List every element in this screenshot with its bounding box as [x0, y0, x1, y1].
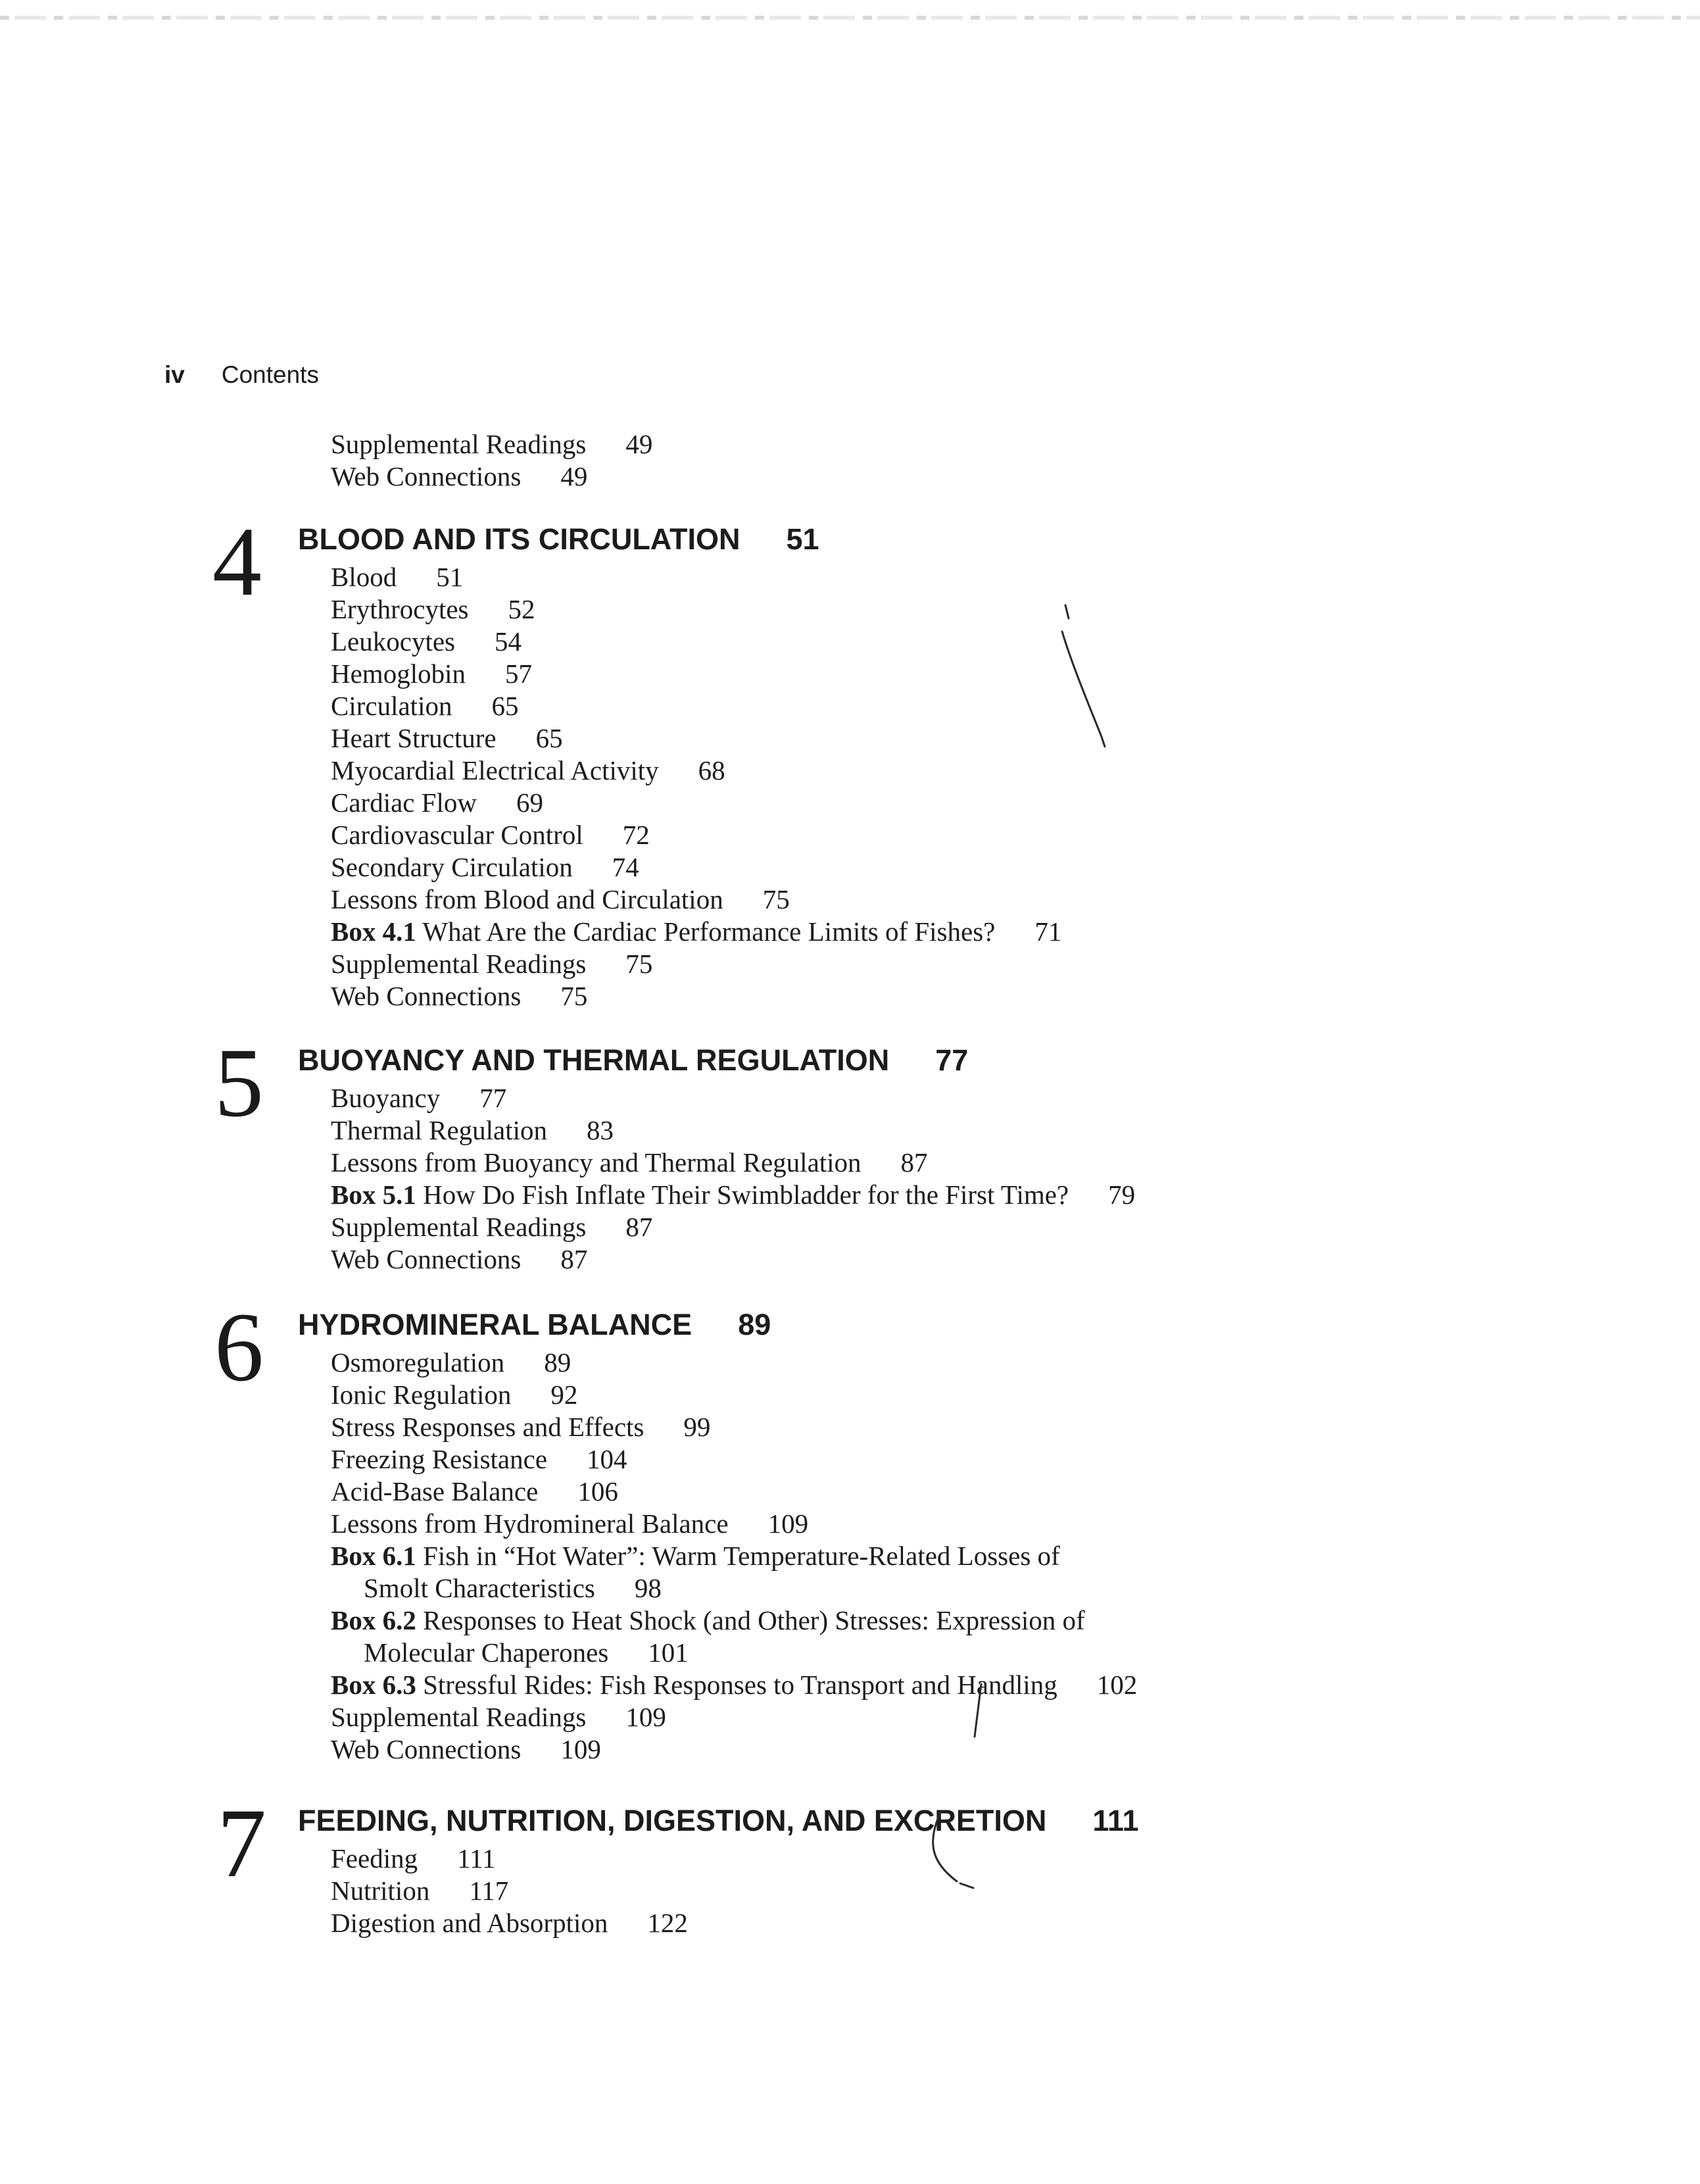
toc-entry[interactable]: Lessons from Blood and Circulation 75	[331, 884, 790, 914]
chapter-title-text: FEEDING, NUTRITION, DIGESTION, AND EXCRETION	[298, 1804, 1047, 1837]
toc-entry[interactable]: Myocardial Electrical Activity 68	[331, 755, 725, 785]
chapter-page: 51	[786, 522, 819, 556]
leading-entries	[331, 428, 652, 493]
chapter-title[interactable]	[298, 522, 819, 557]
toc-box-entry[interactable]: Box 4.1 What Are the Cardiac Performance Limits of Fishes? 71	[331, 916, 1062, 947]
toc-entry[interactable]: Web Connections 75	[331, 981, 588, 1011]
toc-entry[interactable]: Secondary Circulation 74	[331, 852, 639, 882]
chapter-entries	[331, 1843, 688, 1939]
chapter-title-text: HYDROMINERAL BALANCE	[298, 1308, 692, 1341]
toc-entry[interactable]: Cardiovascular Control 72	[331, 820, 650, 850]
toc-entry[interactable]: Freezing Resistance 104	[331, 1444, 627, 1474]
toc-entry[interactable]: Stress Responses and Effects 99	[331, 1412, 711, 1442]
toc-box-entry-continuation[interactable]: Smolt Characteristics 98	[364, 1573, 662, 1603]
toc-entry[interactable]: Digestion and Absorption 122	[331, 1908, 688, 1938]
toc-entry[interactable]: Hemoglobin 57	[331, 658, 532, 689]
toc-box-entry[interactable]: Box 6.2 Responses to Heat Shock (and Other) Stresses: Expression of	[331, 1605, 1085, 1635]
chapter-page: 77	[935, 1043, 969, 1077]
pencil-mark-tick	[967, 1681, 993, 1747]
toc-entry[interactable]: Nutrition 117	[331, 1875, 509, 1906]
box-number: Box 6.3	[331, 1670, 416, 1700]
toc-entry[interactable]	[331, 460, 652, 493]
toc-entry[interactable]	[331, 428, 652, 460]
toc-entry[interactable]: Circulation 65	[331, 691, 519, 721]
toc-entry[interactable]: Supplemental Readings 87	[331, 1212, 653, 1242]
toc-entry[interactable]: Osmoregulation 89	[331, 1347, 571, 1377]
chapter-entries	[331, 1082, 1135, 1276]
pencil-mark-line	[1039, 592, 1118, 757]
chapter-number: 6	[214, 1293, 264, 1402]
chapter-entries	[331, 1347, 1137, 1766]
chapter-page: 111	[1092, 1804, 1139, 1837]
entry-label: Web Connections	[331, 461, 522, 491]
entry-label: Supplemental Readings	[331, 429, 587, 459]
entry-page: 49	[560, 461, 588, 491]
chapter-title[interactable]	[298, 1803, 1139, 1839]
toc-entry[interactable]: Ionic Regulation 92	[331, 1379, 578, 1410]
toc-entry[interactable]: Supplemental Readings 109	[331, 1702, 666, 1732]
chapter-title-text: BUOYANCY AND THERMAL REGULATION	[298, 1043, 890, 1077]
toc-entry[interactable]: Cardiac Flow 69	[331, 787, 544, 818]
toc-entry[interactable]: Web Connections 87	[331, 1244, 588, 1274]
toc-entry[interactable]: Web Connections 109	[331, 1734, 601, 1764]
toc-entry[interactable]: Acid-Base Balance 106	[331, 1476, 618, 1506]
chapter-title[interactable]	[298, 1307, 771, 1343]
toc-entry[interactable]: Heart Structure 65	[331, 723, 563, 753]
toc-entry[interactable]: Erythrocytes 52	[331, 594, 535, 624]
chapter-number: 4	[212, 507, 262, 616]
toc-box-entry[interactable]: Box 5.1 How Do Fish Inflate Their Swimbladder for the First Time? 79	[331, 1179, 1136, 1210]
box-number: Box 6.2	[331, 1605, 416, 1635]
toc-entry[interactable]: Supplemental Readings 75	[331, 949, 653, 979]
running-head	[164, 362, 319, 387]
toc-box-entry-continuation[interactable]: Molecular Chaperones 101	[364, 1637, 689, 1668]
pencil-mark-curve	[921, 1802, 1000, 1901]
box-number: Box 4.1	[331, 916, 416, 947]
toc-box-entry[interactable]: Box 6.3 Stressful Rides: Fish Responses to Transport and Handling 102	[331, 1670, 1138, 1700]
page-folio: iv	[164, 361, 185, 388]
chapter-number: 5	[214, 1028, 264, 1137]
box-number: Box 6.1	[331, 1541, 416, 1571]
scan-artifact-top-edge	[0, 16, 1700, 20]
running-head-title: Contents	[221, 361, 319, 388]
toc-box-entry[interactable]: Box 6.1 Fish in “Hot Water”: Warm Temperature-Related Losses of	[331, 1541, 1060, 1571]
toc-entry[interactable]: Blood 51	[331, 562, 464, 592]
chapter-title[interactable]	[298, 1043, 968, 1078]
entry-page: 49	[625, 429, 653, 459]
chapter-page: 89	[738, 1308, 771, 1341]
chapter-entries	[331, 561, 1061, 1012]
toc-entry[interactable]: Thermal Regulation 83	[331, 1115, 614, 1145]
toc-entry[interactable]: Leukocytes 54	[331, 626, 522, 657]
toc-entry[interactable]: Lessons from Buoyancy and Thermal Regulation 87	[331, 1147, 928, 1178]
toc-entry[interactable]: Buoyancy 77	[331, 1083, 507, 1113]
box-number: Box 5.1	[331, 1179, 416, 1210]
chapter-number: 7	[217, 1789, 266, 1898]
toc-entry[interactable]: Lessons from Hydromineral Balance 109	[331, 1508, 809, 1539]
toc-entry[interactable]: Feeding 111	[331, 1843, 496, 1874]
chapter-title-text: BLOOD AND ITS CIRCULATION	[298, 522, 741, 556]
